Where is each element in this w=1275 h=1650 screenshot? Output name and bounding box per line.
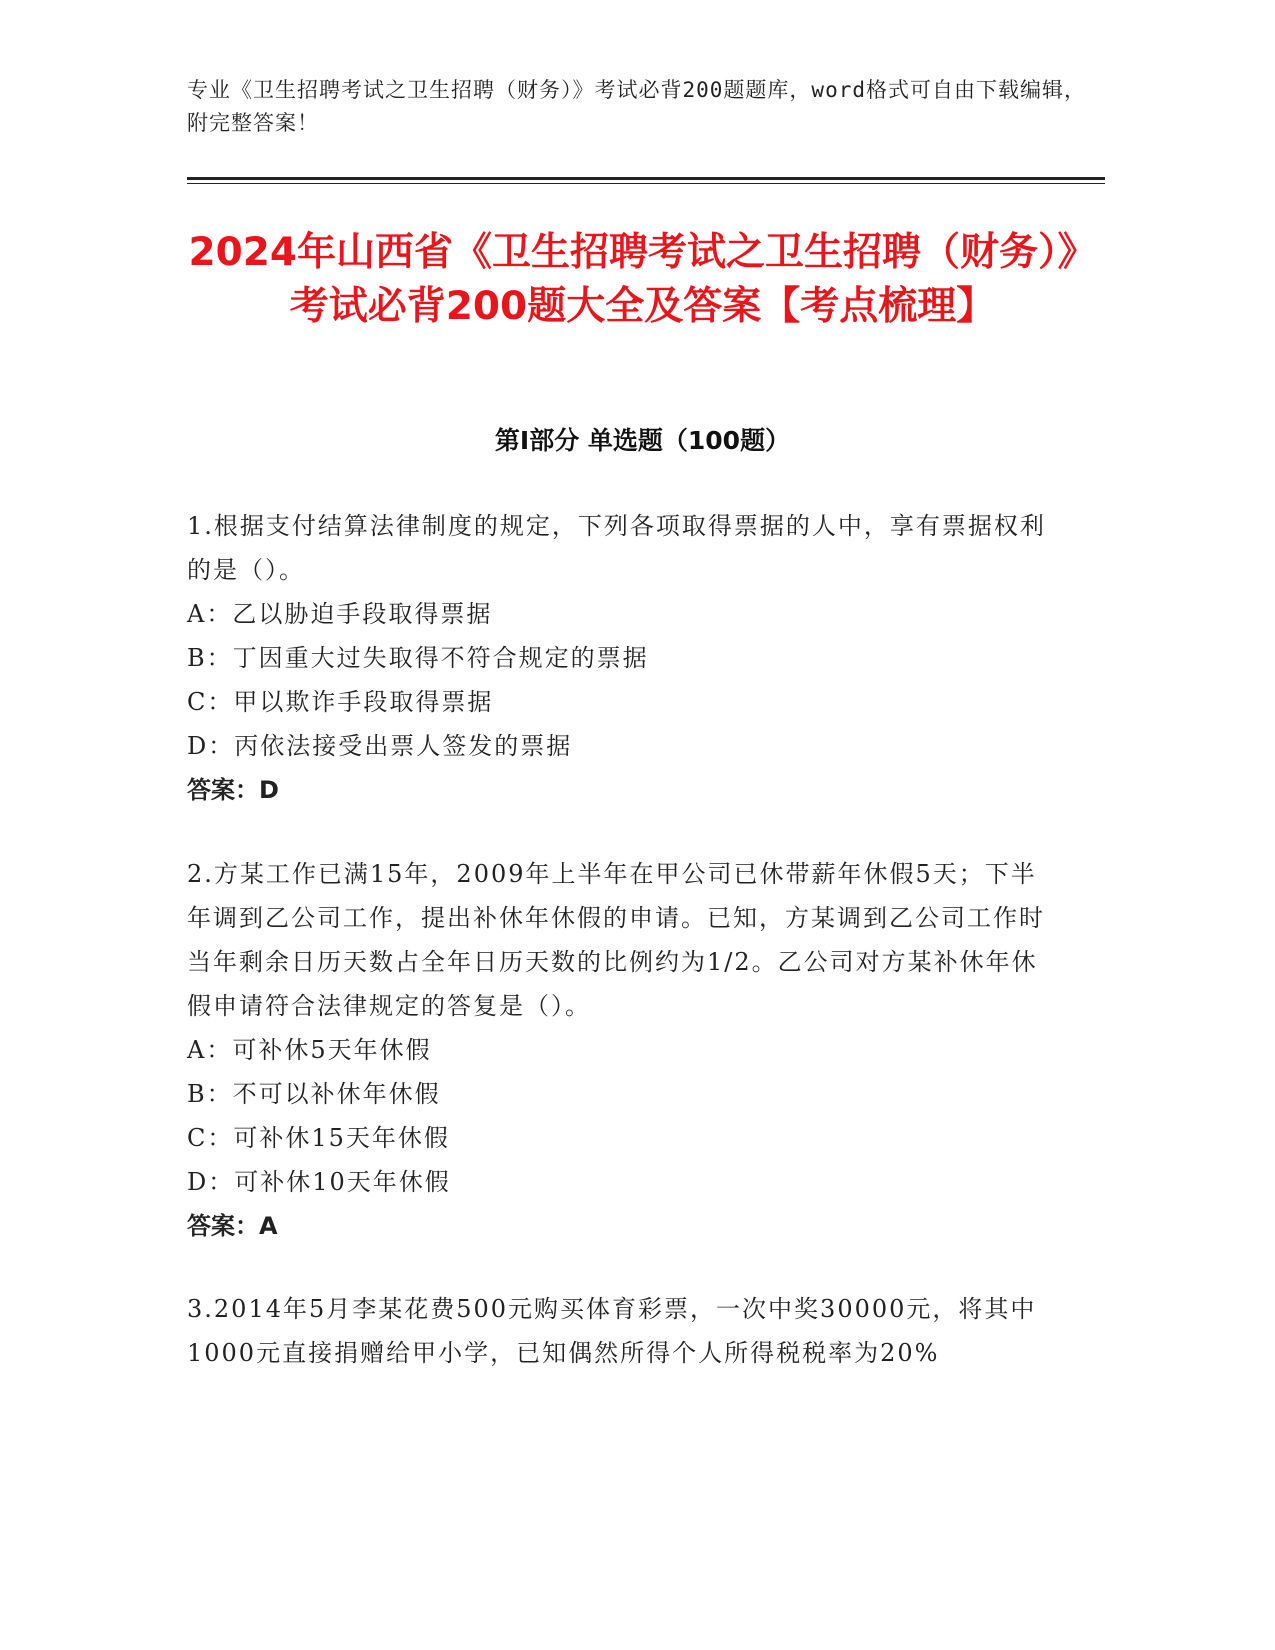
question-stem: 2.方某工作已满15年，2009年上半年在甲公司已休带薪年休假5天；下半年调到乙公司工作，提出补休年休假的申请。已知，方某调到乙公司工作时当年剩余日历天数占全年日历天数的比例约为1/2。乙公司对方某补休年休假申请符合法律规定的答复是（）。	[187, 860, 1045, 1020]
option-a: A：可补休5天年休假	[187, 1036, 432, 1064]
option-c: C：可补休15天年休假	[187, 1124, 450, 1152]
question-stem: 3.2014年5月李某花费500元购买体育彩票，一次中奖30000元，将其中1000元直接捐赠给甲小学，已知偶然所得个人所得税税率为20%	[187, 1295, 1037, 1367]
option-c: C：甲以欺诈手段取得票据	[187, 688, 494, 716]
question-1	[187, 504, 1057, 812]
answer: 答案：D	[187, 776, 279, 804]
question-stem: 1.根据支付结算法律制度的规定，下列各项取得票据的人中，享有票据权利的是（）。	[187, 512, 1046, 584]
option-b: B：不可以补休年休假	[187, 1080, 441, 1108]
option-a: A：乙以胁迫手段取得票据	[187, 600, 493, 628]
header-note: 专业《卫生招聘考试之卫生招聘（财务）》考试必背200题题库，word格式可自由下载编辑，附完整答案！	[187, 78, 1086, 135]
option-d: D：丙依法接受出票人签发的票据	[187, 732, 573, 760]
question-2	[187, 852, 1057, 1248]
section-title: 第I部分 单选题（100题）	[494, 426, 791, 455]
document-title: 2024年山西省《卫生招聘考试之卫生招聘（财务）》考试必背200题大全及答案【考点梳理】	[188, 230, 1097, 329]
header-divider-thin	[187, 183, 1105, 184]
answer: 答案：A	[187, 1212, 278, 1240]
header-divider-thick	[187, 177, 1105, 180]
question-3	[187, 1287, 1057, 1375]
option-b: B：丁因重大过失取得不符合规定的票据	[187, 644, 649, 672]
option-d: D：可补休10天年休假	[187, 1168, 451, 1196]
